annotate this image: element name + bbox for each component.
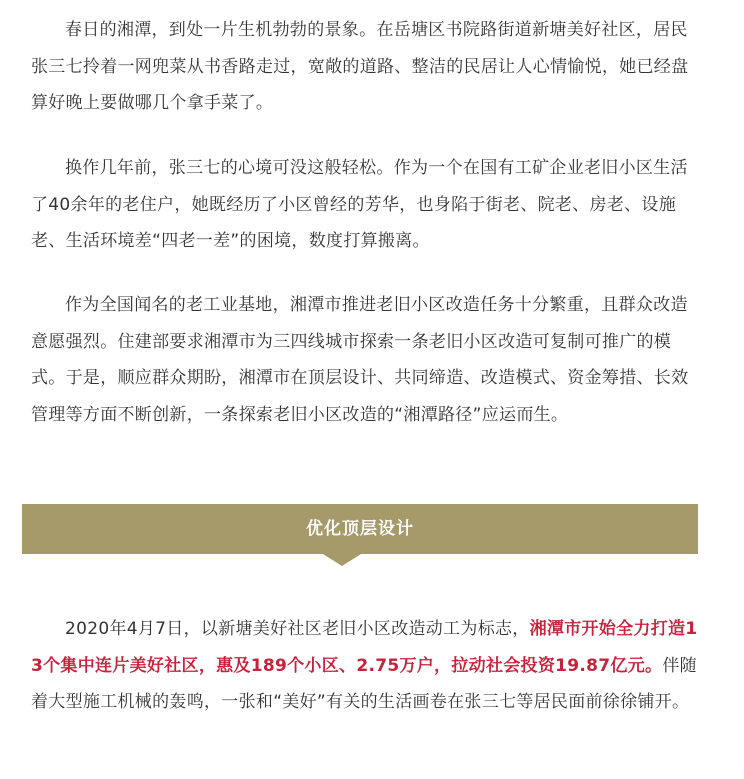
paragraph-1-text: 春日的湘潭，到处一片生机勃勃的景象。在岳塘区书院路街道新塘美好社区，居民张三七拎着一网兜菜从书香路走过，宽敞的道路、整洁的民居让人心情愉悦，她已经盘算好晚上要做哪几个拿手菜了。 (31, 20, 689, 114)
paragraph-3-text: 作为全国闻名的老工业基地，湘潭市推进老旧小区改造任务十分繁重，且群众改造意愿强烈。住建部要求湘潭市为三四线城市探索一条老旧小区改造可复制可推广的模式。于是，顺应群众期盼，湘潭市在顶层设计、共同缔造、改造模式、资金筹措、长效管理等方面不断创新，一条探索老旧小区改造的“湘潭路径”应运而生。 (31, 295, 689, 425)
article-paragraph-2 (31, 150, 703, 260)
article-paragraph-3 (31, 287, 703, 433)
paragraph-4-text-end: 伴随着大型施工机械的轰鸣，一张和“美好”有关的生活画卷在张三七等居民面前徐徐铺开。 (31, 655, 697, 713)
article-paragraph-4 (31, 611, 703, 721)
highlighted-statistics: 湘潭市开始全力打造13个集中连片美好社区，惠及189个小区、2.75万户，拉动社会投资19.87亿元。 (31, 619, 698, 676)
paragraph-2-text: 换作几年前，张三七的心境可没这般轻松。作为一个在国有工矿企业老旧小区生活了40余年的老住户，她既经历了小区曾经的芳华，也身陷于街老、院老、房老、设施老、生活环境差“四老一差”的困境，数度打算搬离。 (31, 158, 688, 252)
banner-pointer-arrow (323, 554, 361, 566)
section-title: 优化顶层设计 (306, 519, 414, 539)
section-banner (22, 504, 698, 554)
paragraph-4-text: 2020年4月7日，以新塘美好社区老旧小区改造动工为标志， (65, 619, 530, 639)
article-paragraph-1 (31, 12, 703, 122)
